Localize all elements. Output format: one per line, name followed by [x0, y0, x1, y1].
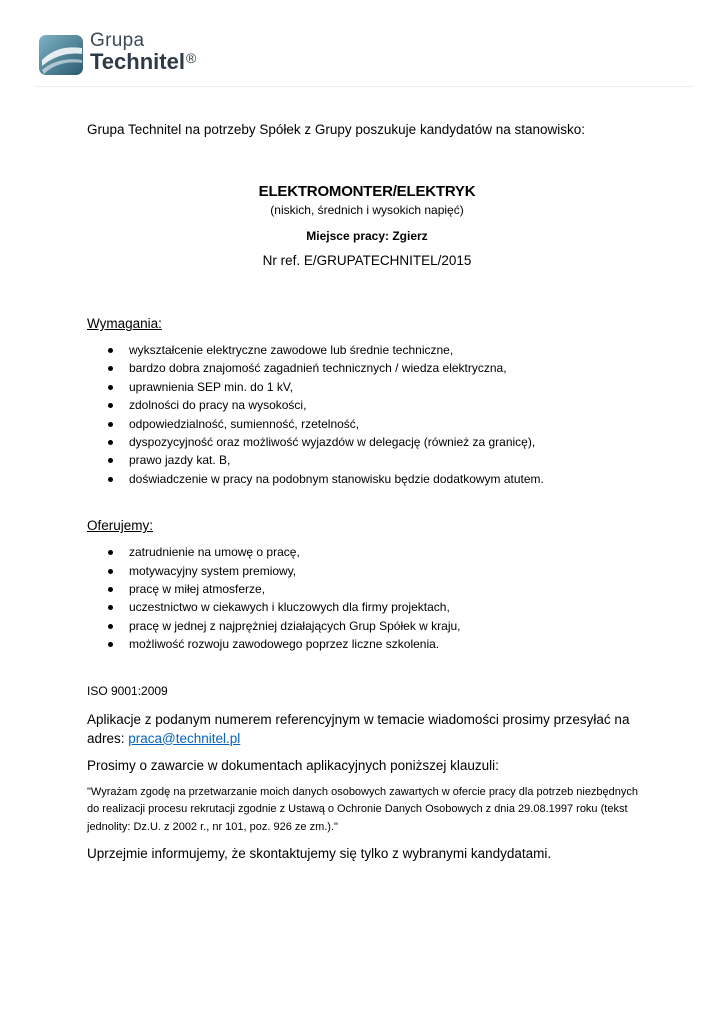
list-item: bardzo dobra znajomość zagadnień technicznych / wiedza elektryczna,: [129, 359, 647, 377]
intro-text: Grupa Technitel na potrzeby Spółek z Grupy poszukuje kandydatów na stanowisko:: [87, 122, 586, 137]
technitel-logo-icon: [38, 34, 84, 76]
work-place: Miejsce pracy: Zgierz: [306, 229, 428, 243]
registered-mark: ®: [185, 50, 197, 66]
job-subtitle: (niskich, średnich i wysokich napięć): [270, 203, 464, 217]
list-item: pracę w miłej atmosferze,: [129, 580, 647, 598]
list-item: odpowiedzialność, sumienność, rzetelność,: [129, 415, 647, 433]
requirements-list: [87, 341, 647, 488]
page-header: [34, 26, 694, 87]
list-item: doświadczenie w pracy na podobnym stanowisku będzie dodatkowym atutem.: [129, 470, 647, 488]
application-text: [87, 710, 647, 748]
list-item: uprawnienia SEP min. do 1 kV,: [129, 378, 647, 396]
list-item: uczestnictwo w ciekawych i kluczowych dla firmy projektach,: [129, 598, 647, 616]
logo-line-grupa: Grupa: [90, 30, 145, 51]
application-instructions: Aplikacje z podanym numerem referencyjnym w temacie wiadomości prosimy przesyłać na adres:: [87, 711, 630, 746]
requirements-heading: Wymagania:: [87, 316, 162, 331]
job-title: ELEKTROMONTER/ELEKTRYK: [258, 183, 476, 200]
document-body: [87, 122, 647, 861]
list-item: zatrudnienie na umowę o pracę,: [129, 543, 647, 561]
reference-number: Nr ref. E/GRUPATECHNITEL/2015: [262, 253, 472, 268]
list-item: motywacyjny system premiowy,: [129, 562, 647, 580]
consent-clause: "Wyrażam zgodę na przetwarzanie moich danych osobowych zawartych w ofercie pracy dla potrzeb niezbędnych do realizacji procesu rekrutacji zgodnie z Ustawą o Ochronie Danych Osobowych z dnia 29.08.1997 roku (tekst jednolity: Dz.U. z 2002 r., nr 101, poz. 926 ze zm.).": [87, 785, 639, 833]
clause-request: Prosimy o zawarcie w dokumentach aplikacyjnych poniższej klauzuli:: [87, 757, 499, 773]
list-item: pracę w jednej z najprężniej działających Grup Spółek w kraju,: [129, 617, 647, 635]
list-item: dyspozycyjność oraz możliwość wyjazdów w delegację (również za granicę),: [129, 433, 647, 451]
list-item: prawo jazdy kat. B,: [129, 451, 647, 469]
offer-list: [87, 543, 647, 653]
company-logo: [38, 31, 196, 76]
offer-heading: Oferujemy:: [87, 518, 154, 534]
logo-line-technitel: [90, 51, 196, 73]
logo-technitel-text: Technitel: [90, 49, 185, 74]
closing-note: Uprzejmie informujemy, że skontaktujemy się tylko z wybranymi kandydatami.: [87, 846, 552, 862]
list-item: wykształcenie elektryczne zawodowe lub średnie techniczne,: [129, 341, 647, 359]
logo-wordmark: [90, 31, 196, 73]
list-item: zdolności do pracy na wysokości,: [129, 396, 647, 414]
email-link[interactable]: praca@technitel.pl: [128, 730, 241, 746]
list-item: możliwość rozwoju zawodowego poprzez liczne szkolenia.: [129, 635, 647, 653]
iso-certificate: ISO 9001:2009: [87, 683, 168, 698]
